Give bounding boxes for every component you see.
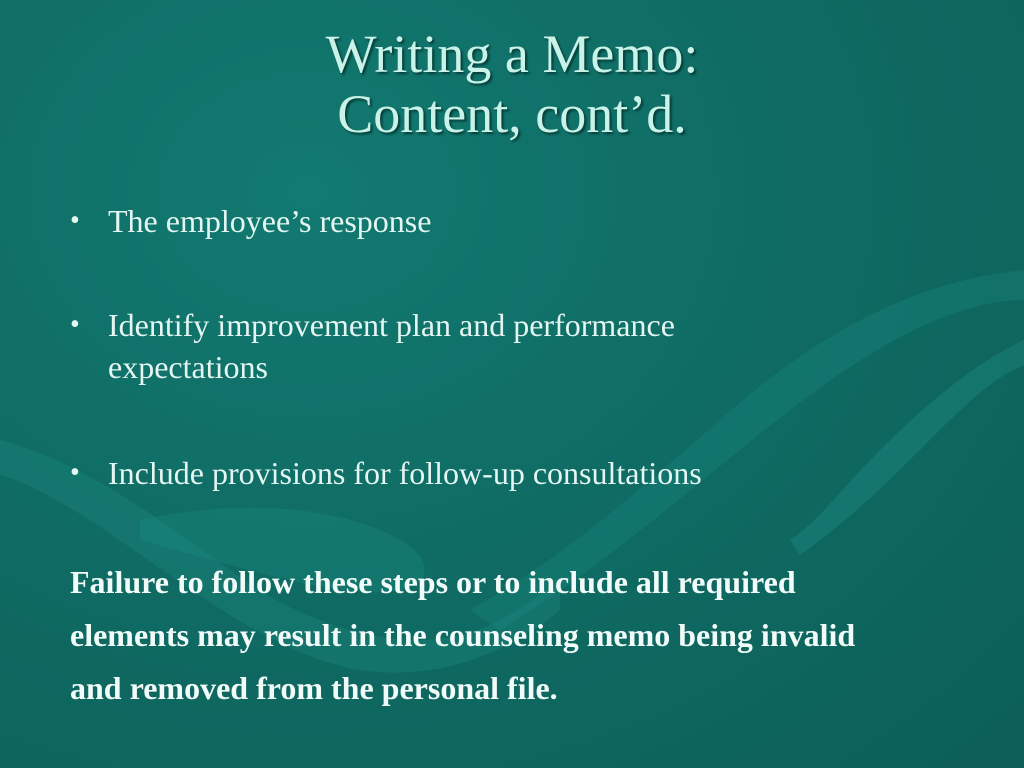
bullet-text: Identify improvement plan and performance expectations (108, 307, 675, 385)
slide-title-line-2: Content, cont’d. (337, 84, 687, 144)
bullet-marker: • (70, 205, 80, 236)
warning-notice: Failure to follow these steps or to include all required elements may result in the counseling memo being invalid and removed from the personal file. (70, 564, 856, 706)
bullet-item (70, 304, 970, 388)
bullet-text: Include provisions for follow-up consultations (108, 455, 702, 491)
bullet-text: The employee’s response (108, 203, 432, 239)
bullet-marker: • (70, 457, 80, 488)
bullet-item (70, 452, 970, 494)
bullet-item (70, 200, 970, 242)
slide-title-line-1: Writing a Memo: (325, 24, 699, 84)
bullet-list (70, 200, 970, 556)
bullet-marker: • (70, 309, 80, 340)
slide-title (0, 24, 1024, 144)
